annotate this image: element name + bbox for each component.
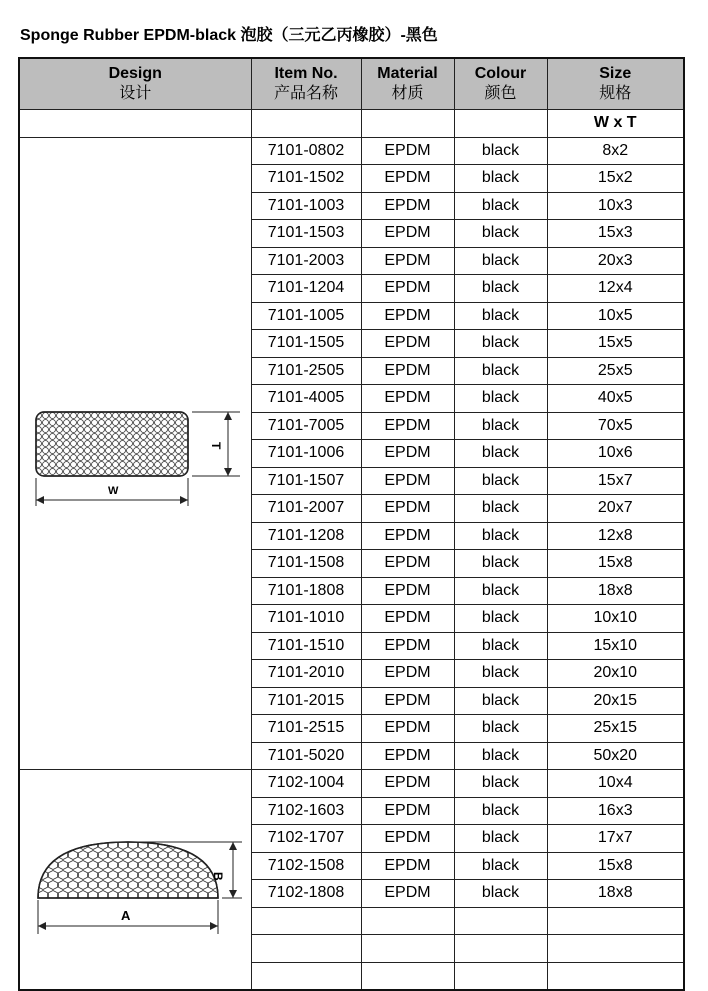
cell-size: 16x3 — [547, 797, 684, 825]
cell-size: 12x4 — [547, 275, 684, 303]
cell-item-no: 7101-4005 — [251, 385, 361, 413]
cell-colour: black — [454, 440, 547, 468]
cell-item-no: 7101-0802 — [251, 137, 361, 165]
cell-item-no — [251, 907, 361, 935]
cell-size: 20x7 — [547, 495, 684, 523]
cell-colour: black — [454, 192, 547, 220]
cell-colour: black — [454, 577, 547, 605]
spec-table — [18, 57, 685, 991]
cell-size: 15x7 — [547, 467, 684, 495]
header-row — [19, 58, 684, 110]
cell-material: EPDM — [361, 137, 454, 165]
cell-item-no: 7101-1505 — [251, 330, 361, 358]
cell-size: 10x3 — [547, 192, 684, 220]
cell-item-no: 7101-1005 — [251, 302, 361, 330]
cell-item-no: 7102-1808 — [251, 880, 361, 908]
cell-size: 10x5 — [547, 302, 684, 330]
header-material: Material 材质 — [361, 58, 454, 110]
cell-item-no: 7101-1503 — [251, 220, 361, 248]
cell-size — [547, 907, 684, 935]
dimension-label-w: W — [107, 485, 119, 498]
cell-item-no: 7101-1204 — [251, 275, 361, 303]
cell-size: 18x8 — [547, 880, 684, 908]
cell-material: EPDM — [361, 742, 454, 770]
cell-size: 10x4 — [547, 770, 684, 798]
cell-item-no: 7101-1510 — [251, 632, 361, 660]
cell-colour: black — [454, 137, 547, 165]
cell-item-no: 7101-1010 — [251, 605, 361, 633]
table-row — [19, 137, 684, 165]
cell-colour: black — [454, 880, 547, 908]
cell-colour: black — [454, 165, 547, 193]
cell-colour: black — [454, 742, 547, 770]
cell-size: 20x3 — [547, 247, 684, 275]
cell-size: 15x8 — [547, 852, 684, 880]
cell-colour: black — [454, 550, 547, 578]
cell-item-no: 7101-1808 — [251, 577, 361, 605]
cell-item-no: 7101-5020 — [251, 742, 361, 770]
cell-material: EPDM — [361, 412, 454, 440]
cell-item-no: 7102-1508 — [251, 852, 361, 880]
cell-material: EPDM — [361, 467, 454, 495]
cell-colour: black — [454, 330, 547, 358]
cell-size: 10x10 — [547, 605, 684, 633]
cell-colour: black — [454, 302, 547, 330]
cell-size: 25x5 — [547, 357, 684, 385]
cell-colour: black — [454, 852, 547, 880]
page-title: Sponge Rubber EPDM-black 泡胶（三元乙丙橡胶）-黑色 — [20, 27, 438, 44]
dimension-label-t: T — [208, 442, 223, 450]
cell-item-no: 7101-1508 — [251, 550, 361, 578]
cell-colour: black — [454, 275, 547, 303]
cell-size: 10x6 — [547, 440, 684, 468]
cell-colour: black — [454, 660, 547, 688]
cell-size: 70x5 — [547, 412, 684, 440]
cell-item-no: 7101-1006 — [251, 440, 361, 468]
cell-item-no: 7101-2007 — [251, 495, 361, 523]
cell-material: EPDM — [361, 797, 454, 825]
cell-material: EPDM — [361, 220, 454, 248]
cell-material — [361, 935, 454, 963]
cell-size: 8x2 — [547, 137, 684, 165]
flat-strip-profile-drawing — [28, 398, 243, 508]
cell-size: 40x5 — [547, 385, 684, 413]
cell-colour: black — [454, 687, 547, 715]
size-subheader: W x T — [547, 110, 684, 138]
cell-material: EPDM — [361, 880, 454, 908]
cell-size: 12x8 — [547, 522, 684, 550]
dimension-label-a: A — [120, 907, 131, 923]
header-item-no: Item No. 产品名称 — [251, 58, 361, 110]
cell-material: EPDM — [361, 440, 454, 468]
cell-size: 15x2 — [547, 165, 684, 193]
cell-colour: black — [454, 605, 547, 633]
cell-size: 50x20 — [547, 742, 684, 770]
cell-size: 17x7 — [547, 825, 684, 853]
cell-material: EPDM — [361, 632, 454, 660]
cell-material: EPDM — [361, 275, 454, 303]
cell-colour: black — [454, 632, 547, 660]
cell-colour: black — [454, 797, 547, 825]
cell-item-no: 7102-1004 — [251, 770, 361, 798]
cell-material: EPDM — [361, 687, 454, 715]
cell-material: EPDM — [361, 825, 454, 853]
cell-size: 15x5 — [547, 330, 684, 358]
cell-colour: black — [454, 247, 547, 275]
cell-item-no: 7102-1603 — [251, 797, 361, 825]
header-size: Size 规格 — [547, 58, 684, 110]
cell-material: EPDM — [361, 165, 454, 193]
cell-material: EPDM — [361, 522, 454, 550]
table-row — [19, 770, 684, 798]
cell-colour: black — [454, 715, 547, 743]
cell-material: EPDM — [361, 660, 454, 688]
dimension-label-b: B — [210, 871, 225, 881]
cell-item-no: 7101-1003 — [251, 192, 361, 220]
cell-colour: black — [454, 385, 547, 413]
cell-material: EPDM — [361, 852, 454, 880]
cell-material: EPDM — [361, 330, 454, 358]
cell-size: 15x3 — [547, 220, 684, 248]
cell-colour — [454, 907, 547, 935]
cell-colour: black — [454, 467, 547, 495]
cell-colour: black — [454, 825, 547, 853]
cell-material: EPDM — [361, 577, 454, 605]
subheader-row — [19, 110, 684, 138]
cell-size: 25x15 — [547, 715, 684, 743]
design-cell-flat-strip — [19, 137, 251, 770]
cell-material: EPDM — [361, 715, 454, 743]
cell-colour — [454, 935, 547, 963]
cell-colour: black — [454, 220, 547, 248]
cell-size: 20x10 — [547, 660, 684, 688]
cell-material: EPDM — [361, 247, 454, 275]
header-colour: Colour 颜色 — [454, 58, 547, 110]
cell-material: EPDM — [361, 302, 454, 330]
cell-material: EPDM — [361, 357, 454, 385]
header-design: Design 设计 — [19, 58, 251, 110]
cell-item-no: 7101-1507 — [251, 467, 361, 495]
cell-material: EPDM — [361, 605, 454, 633]
cell-material: EPDM — [361, 495, 454, 523]
cell-material: EPDM — [361, 770, 454, 798]
cell-size: 15x10 — [547, 632, 684, 660]
cell-colour: black — [454, 495, 547, 523]
cell-item-no: 7101-2015 — [251, 687, 361, 715]
cell-size — [547, 935, 684, 963]
cell-size: 18x8 — [547, 577, 684, 605]
cell-material — [361, 907, 454, 935]
cell-item-no: 7102-1707 — [251, 825, 361, 853]
cell-item-no — [251, 935, 361, 963]
cell-material: EPDM — [361, 385, 454, 413]
cell-item-no: 7101-1208 — [251, 522, 361, 550]
cell-colour: black — [454, 770, 547, 798]
cell-item-no: 7101-1502 — [251, 165, 361, 193]
cell-colour: black — [454, 357, 547, 385]
cell-size: 15x8 — [547, 550, 684, 578]
cell-item-no: 7101-7005 — [251, 412, 361, 440]
cell-item-no: 7101-2515 — [251, 715, 361, 743]
half-round-profile-drawing — [28, 820, 243, 940]
cell-size: 20x15 — [547, 687, 684, 715]
cell-item-no: 7101-2505 — [251, 357, 361, 385]
design-cell-half-round — [19, 770, 251, 991]
cell-item-no: 7101-2003 — [251, 247, 361, 275]
cell-item-no: 7101-2010 — [251, 660, 361, 688]
cell-material: EPDM — [361, 550, 454, 578]
cell-colour: black — [454, 522, 547, 550]
cell-material: EPDM — [361, 192, 454, 220]
cell-colour: black — [454, 412, 547, 440]
